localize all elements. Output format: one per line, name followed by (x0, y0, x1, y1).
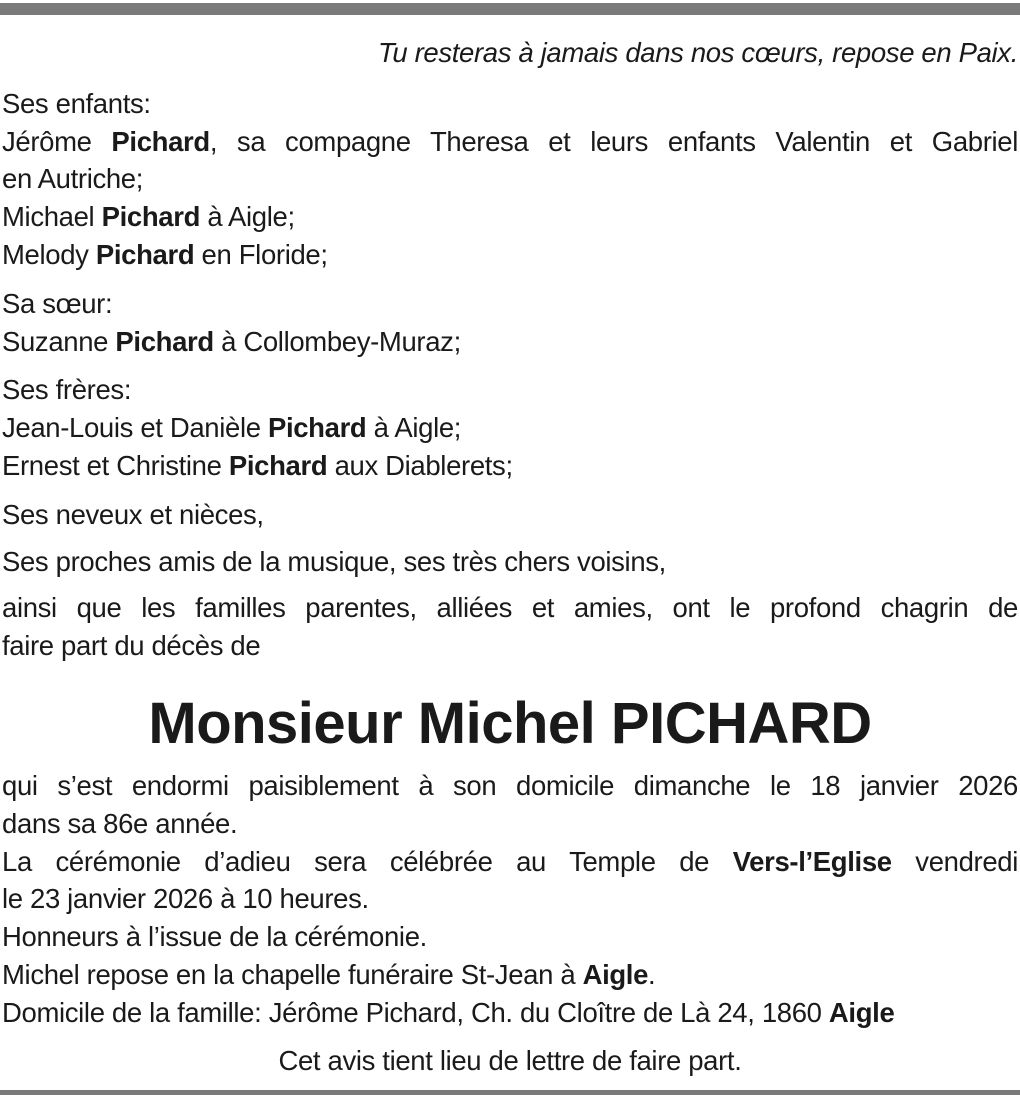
footer-note: Cet avis tient lieu de lettre de faire part. (278, 1044, 742, 1076)
ceremony-line1 (2, 843, 1018, 881)
epigraph: Tu resteras à jamais dans nos cœurs, repose en Paix. (377, 37, 1018, 68)
child-michael-surname: Pichard (101, 201, 201, 233)
brother-ernest-names: Ernest et Christine (2, 449, 229, 481)
brother-jean-louis (2, 409, 1018, 447)
resting-place-town: Aigle (582, 958, 649, 990)
child-melody-surname: Pichard (95, 238, 195, 270)
child-jerome-line1 (2, 123, 1018, 161)
top-border-rule (0, 3, 1020, 15)
child-michael-first-name: Michael (2, 201, 102, 233)
child-michael (2, 198, 1018, 236)
details-section (2, 767, 1018, 1032)
brother-ernest (2, 447, 1018, 485)
brother-jean-louis-surname: Pichard (267, 412, 367, 444)
families-line2: faire part du décès de (2, 630, 261, 662)
passed-line2: dans sa 86e année. (2, 807, 238, 839)
deceased-name: Monsieur Michel PICHARD (148, 690, 872, 756)
nephews-line: Ses neveux et nièces, (2, 498, 264, 530)
brother-ernest-surname: Pichard (228, 449, 328, 481)
child-melody (2, 236, 1018, 274)
sister-heading: Sa sœur: (2, 287, 113, 319)
sister-suzanne (2, 323, 1018, 361)
obituary-notice (2, 34, 1018, 1079)
passed-line1: qui s’est endormi paisiblement à son domicile dimanche le 18 janvier 2026 (2, 769, 1018, 801)
brother-jean-louis-location: à Aigle; (366, 412, 462, 444)
ceremony-place: Vers-l’Eglise (732, 845, 892, 877)
brothers-heading: Ses frères: (2, 374, 132, 406)
brother-jean-louis-names: Jean-Louis et Danièle (2, 412, 268, 444)
families-line1: ainsi que les familles parentes, alliées et amies, ont le profond chagrin de (2, 592, 1018, 624)
child-jerome-details: , sa compagne Theresa et leurs enfants Valentin et Gabriel (209, 125, 1018, 157)
child-melody-first-name: Melody (2, 238, 96, 270)
family-home-town: Aigle (828, 996, 895, 1028)
brothers-section (2, 371, 1018, 484)
child-melody-location: en Floride; (194, 238, 328, 270)
child-jerome-line2: en Autriche; (2, 163, 144, 195)
honours-line: Honneurs à l’issue de la cérémonie. (2, 921, 427, 953)
ceremony-line2: le 23 janvier 2026 à 10 heures. (2, 883, 369, 915)
family-home-line (2, 994, 1018, 1032)
resting-place-period: . (648, 958, 656, 990)
families-announcement (2, 589, 1018, 665)
sister-first-name: Suzanne (2, 325, 116, 357)
children-section (2, 85, 1018, 274)
child-jerome-first-name: Jérôme (2, 125, 112, 157)
brother-ernest-location: aux Diablerets; (327, 449, 513, 481)
bottom-border-rule (0, 1090, 1020, 1095)
ceremony-text: La cérémonie d’adieu sera célébrée au Temple de (2, 845, 733, 877)
child-jerome-surname: Pichard (111, 125, 210, 157)
children-heading: Ses enfants: (2, 87, 151, 119)
child-michael-location: à Aigle; (200, 201, 295, 233)
resting-place-text: Michel repose en la chapelle funéraire St-Jean à (2, 958, 583, 990)
sister-surname: Pichard (115, 325, 214, 357)
friends-line: Ses proches amis de la musique, ses très chers voisins, (2, 545, 666, 577)
resting-place-line (2, 956, 1018, 994)
sister-section (2, 285, 1018, 361)
sister-location: à Collombey-Muraz; (213, 325, 461, 357)
family-home-address: Domicile de la famille: Jérôme Pichard, Ch. du Cloître de Là 24, 1860 (2, 996, 829, 1028)
ceremony-day: vendredi (891, 845, 1018, 877)
